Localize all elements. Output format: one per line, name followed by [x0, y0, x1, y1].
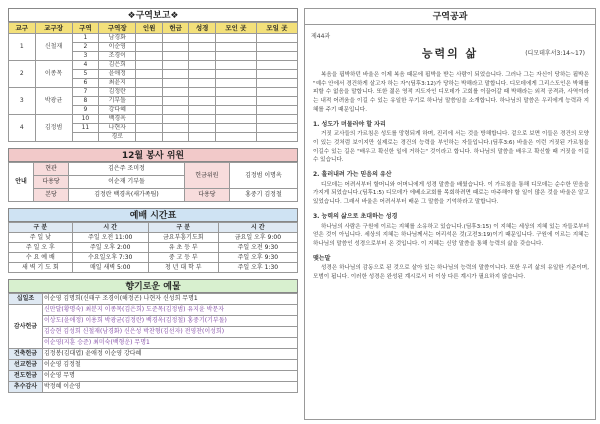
- district-number-cell: 5: [72, 70, 99, 79]
- district-leader-cell: 경로: [99, 133, 136, 142]
- district-empty-cell: [162, 124, 189, 133]
- district-empty-cell: [256, 52, 297, 61]
- sermon-panel: [304, 8, 596, 420]
- sermon-heading: 2. 흘러내려 가는 믿음의 유산: [313, 171, 392, 179]
- district-header-cell: 모일 곳: [256, 23, 297, 34]
- offering-category: 감사헌금: [9, 305, 43, 349]
- district-report-table: [8, 22, 298, 142]
- volunteer-table: [8, 162, 298, 202]
- district-empty-cell: [256, 70, 297, 79]
- district-empty-cell: [136, 61, 163, 70]
- gyogu-cell: 2: [9, 61, 36, 88]
- worship-cell: 중 고 등 부: [148, 253, 218, 263]
- volunteer-cell: 다용당: [34, 176, 69, 189]
- district-empty-cell: [215, 124, 256, 133]
- worship-cell: 금요부흥기도회: [148, 233, 218, 243]
- worship-row: [9, 233, 298, 243]
- offering-names: 박정혜 이순영: [43, 382, 298, 393]
- district-empty-cell: [215, 97, 256, 106]
- district-number-cell: 10: [72, 115, 99, 124]
- sermon-body: [313, 71, 589, 288]
- district-empty-cell: [136, 79, 163, 88]
- district-empty-cell: [189, 70, 216, 79]
- district-empty-cell: [189, 124, 216, 133]
- offering-row: [9, 327, 298, 338]
- district-header-cell: 구역: [72, 23, 99, 34]
- district-empty-cell: [256, 34, 297, 43]
- district-empty-cell: [162, 88, 189, 97]
- worship-cell: 주일 오전 11:00: [72, 233, 148, 243]
- district-number-cell: 6: [72, 79, 99, 88]
- district-report-title: ❖구역보고❖: [8, 8, 298, 22]
- offering-names: 김승현 김성희 신철재(남경화) 신은성 박찬형(김선자) 전영찬(이성희): [43, 327, 298, 338]
- district-empty-cell: [215, 52, 256, 61]
- offering-row: [9, 316, 298, 327]
- district-empty-cell: [136, 106, 163, 115]
- offering-row: [9, 371, 298, 382]
- district-empty-cell: [136, 133, 163, 142]
- district-empty-cell: [189, 34, 216, 43]
- worship-cell: 금요일 오후 9:00: [218, 233, 297, 243]
- district-empty-cell: [256, 124, 297, 133]
- district-empty-cell: [189, 97, 216, 106]
- worship-cell: 매일 새벽 5:00: [72, 263, 148, 273]
- gyogu-leader-cell: 박광균: [35, 88, 72, 115]
- worship-header-cell: 구 분: [148, 223, 218, 233]
- sermon-paragraph: 거짓 교사들의 가르침은 성도를 망령되게 하며, 진리에 서는 것을 방해합니다. 겉으로 보면 이들은 경건의 모양이 있는 것처럼 보이지만 실제로는 경건의 능력을 부인하는 자들입니다.(딤후3:6) 바울은 이런 거짓된 가르침을 이길수 있는 길은 "배우고 확신한 일에 거하는" 것이라고 합니다. 하나님의 말씀을 배우고 확신할 때 거짓을 이길 수 있습니다.: [313, 131, 589, 164]
- district-empty-cell: [189, 133, 216, 142]
- volunteer-cell: 홍중기 김정철: [229, 189, 297, 202]
- sermon-paragraph: 디모데는 어려서부터 할머니와 어머니에게 성경 말씀을 배웠습니다. 이 가르침을 통해 디모데는 순수한 믿음을 가지게 되었습니다.(딤후1:5) 디모데가 에베소교회를 목회하려면 때로는 마주해야 할 일이 많은 것을 바울은 알고 있었습니다. 그래서 바울은 어려서부터 배운 그 말씀을 기억하라고 말합니다.: [313, 181, 589, 206]
- offering-section: [8, 279, 298, 393]
- district-header-cell: 모인 곳: [215, 23, 256, 34]
- volunteer-section: [8, 148, 298, 202]
- district-empty-cell: [256, 133, 297, 142]
- district-empty-cell: [215, 79, 256, 88]
- district-empty-cell: [215, 115, 256, 124]
- district-leader-cell: 기부돌: [99, 97, 136, 106]
- sermon-paragraph: 성경은 하나님의 감동으로 된 것으로 살아 있는 하나님의 능력의 말씀이니다. 또한 우리 삶의 유일한 기준이며, 모범이 됩니다. 이러한 성경은 완성된 계시로서 더 이상 다른 계시가 필요하지 않습니다.: [313, 265, 589, 281]
- district-leader-cell: 이순영: [99, 43, 136, 52]
- district-empty-cell: [256, 97, 297, 106]
- worship-cell: 유 초 등 부: [148, 243, 218, 253]
- district-empty-cell: [189, 88, 216, 97]
- district-header-cell: 성경: [189, 23, 216, 34]
- district-leader-cell: 남경화: [99, 34, 136, 43]
- district-leader-cell: 강다혜: [99, 106, 136, 115]
- worship-section: [8, 208, 298, 273]
- worship-header-cell: 시 간: [72, 223, 148, 233]
- district-empty-cell: [136, 52, 163, 61]
- volunteer-cell: 헌금위원: [184, 163, 229, 189]
- volunteer-cell: 김은주 조미정: [69, 163, 185, 176]
- sermon-heading: 3. 능력의 삶으로 초대하는 성경: [313, 212, 398, 220]
- district-empty-cell: [162, 34, 189, 43]
- district-empty-cell: [162, 70, 189, 79]
- offering-category: 건축헌금: [9, 349, 43, 360]
- district-leader-cell: 최윤지: [99, 79, 136, 88]
- district-empty-cell: [136, 124, 163, 133]
- district-row: [9, 115, 298, 124]
- district-empty-cell: [162, 97, 189, 106]
- offering-category: 십일조: [9, 294, 43, 305]
- worship-cell: 주 일 오 후: [9, 243, 73, 253]
- volunteer-cell: 다용당: [184, 189, 229, 202]
- district-empty-cell: [136, 88, 163, 97]
- district-leader-cell: 김은희: [99, 61, 136, 70]
- district-number-cell: 4: [72, 61, 99, 70]
- offering-names: 이순영(지훈 승준) 최미숙(백형운) 무명1: [43, 338, 298, 349]
- volunteer-cell: 이순재 기부돌: [69, 176, 185, 189]
- district-empty-cell: [215, 70, 256, 79]
- worship-row: [9, 243, 298, 253]
- worship-cell: 주 일 낮: [9, 233, 73, 243]
- district-number-cell: 8: [72, 97, 99, 106]
- district-empty-cell: [256, 43, 297, 52]
- offering-names: 이순영 김정철: [43, 360, 298, 371]
- district-header-cell: 구역장: [99, 23, 136, 34]
- worship-table: [8, 222, 298, 273]
- worship-title: 예배 시간표: [8, 208, 298, 222]
- offering-row: [9, 360, 298, 371]
- lesson-number: 제44과: [311, 33, 331, 40]
- sermon-heading: 1. 성도가 머물러야 할 자리: [313, 120, 386, 128]
- offering-names: 신만달(황명숙) 최분지 이종목(김은희) 도준목(김정범) 유지윤 박문자: [43, 305, 298, 316]
- worship-cell: 주일 오후 2:00: [72, 243, 148, 253]
- district-empty-cell: [256, 79, 297, 88]
- offering-row: [9, 382, 298, 393]
- worship-cell: 청 년 대 학 부: [148, 263, 218, 273]
- district-number-cell: 2: [72, 43, 99, 52]
- district-empty-cell: [189, 61, 216, 70]
- offering-names: 이순영 김명희(신태구 조경이(해정곤) 나현자 신성희 무명1: [43, 294, 298, 305]
- district-empty-cell: [162, 115, 189, 124]
- district-empty-cell: [256, 115, 297, 124]
- offering-row: [9, 349, 298, 360]
- district-empty-cell: [136, 43, 163, 52]
- offering-category: 추수감사: [9, 382, 43, 393]
- offering-category: 선교헌금: [9, 360, 43, 371]
- district-empty-cell: [256, 106, 297, 115]
- worship-cell: 주일 오후 1:30: [218, 263, 297, 273]
- district-empty-cell: [136, 34, 163, 43]
- district-number-cell: 3: [72, 52, 99, 61]
- offering-row: [9, 305, 298, 316]
- volunteer-cell: 김정란 백경옥(새가족팀): [69, 189, 185, 202]
- gyogu-cell: 4: [9, 115, 36, 142]
- gyogu-cell: 3: [9, 88, 36, 115]
- offering-category: 전도헌금: [9, 371, 43, 382]
- district-empty-cell: [136, 115, 163, 124]
- volunteer-row: [9, 189, 298, 202]
- volunteer-row: [9, 163, 298, 176]
- district-empty-cell: [256, 61, 297, 70]
- district-number-cell: 11: [72, 124, 99, 133]
- district-empty-cell: [189, 43, 216, 52]
- district-empty-cell: [136, 97, 163, 106]
- worship-cell: 수 요 예 배: [9, 253, 73, 263]
- district-header-cell: 헌금: [162, 23, 189, 34]
- district-leader-cell: 나현자: [99, 124, 136, 133]
- district-leader-cell: 김정란: [99, 88, 136, 97]
- offering-row: [9, 294, 298, 305]
- diamond-icon: ❖: [170, 11, 179, 21]
- sermon-heading: 맺는말: [313, 254, 331, 262]
- district-header-cell: 교구: [9, 23, 36, 34]
- district-empty-cell: [189, 52, 216, 61]
- left-column: [8, 8, 298, 420]
- district-row: [9, 88, 298, 97]
- district-empty-cell: [256, 88, 297, 97]
- scripture-reference: (디모데후서3:14~17): [525, 50, 585, 57]
- district-empty-cell: [162, 133, 189, 142]
- gyogu-leader-cell: 이종목: [35, 61, 72, 88]
- district-number-cell: [72, 133, 99, 142]
- worship-row: [9, 253, 298, 263]
- volunteer-title: 12월 봉사 위원: [8, 148, 298, 162]
- district-empty-cell: [215, 88, 256, 97]
- district-header-row: [9, 23, 298, 34]
- sermon-title: 능력의 삶: [421, 47, 479, 60]
- sermon-intro: 복음을 핍박하던 바울은 이제 복음 때문에 핍박을 받는 사람이 되었습니다. 그러나 그는 자신이 당하는 핍박은 "예수 안에서 경건하게 살고자 하는 자"(딤후3:12)가 당하는 박해라고 말합니다. 디모데에게 그리스도인은 박해를 피할 수 없음을 말합니다. 또한 젊은 영적 지도자인 디모데가 고회를 이끌어갈 때 박해라는 외적 공격과, 사역이라는 내적 어려움을 이길 수 있는 유일한 무기로 하나님 말씀임을 소개합니다. 하나님의 말씀은 우리에게 능력과 지혜를 주기 때문입니다.: [313, 72, 589, 113]
- gyogu-cell: 1: [9, 34, 36, 61]
- worship-header-cell: 구 분: [9, 223, 73, 233]
- district-empty-cell: [162, 79, 189, 88]
- district-empty-cell: [215, 106, 256, 115]
- worship-cell: 수요일오후 7:30: [72, 253, 148, 263]
- offering-names: 이상도(윤애정) 이용희 박광균(김정란) 백경옥(김정철) 홍중기(기부돌): [43, 316, 298, 327]
- offering-names: 이순영 무명: [43, 371, 298, 382]
- offering-table: [8, 293, 298, 393]
- district-empty-cell: [215, 133, 256, 142]
- worship-cell: 주일 오전 9:30: [218, 243, 297, 253]
- district-empty-cell: [162, 43, 189, 52]
- district-empty-cell: [189, 106, 216, 115]
- volunteer-cell: 본당: [34, 189, 69, 202]
- sermon-paragraph: 하나님의 사람은 구원에 이르는 지혜를 소유하고 있습니다.(딤후3:15) 이 지혜는 세상의 지혜 있는 자들로부터 얻은 것이 아닙니다. 세상의 지혜는 하나님께서는 어리석은 것(고전3:19)이기 때문입니다. 구원에 이르는 지혜는 하나님의 말씀인 성경으로부터 온 것입니다. 이 지혜는 신앙 말씀을 통해 능력의 삶을 갖습니다.: [313, 223, 589, 247]
- worship-header-cell: 시 간: [218, 223, 297, 233]
- worship-cell: 새 벽 기 도 회: [9, 263, 73, 273]
- offering-names: 김정봉(김대엽) 윤애정 이순영 강다혜: [43, 349, 298, 360]
- worship-header-row: [9, 223, 298, 233]
- district-empty-cell: [189, 79, 216, 88]
- district-header-cell: 인원: [136, 23, 163, 34]
- gyogu-leader-cell: 김정범: [35, 115, 72, 142]
- district-number-cell: 7: [72, 88, 99, 97]
- worship-row: [9, 263, 298, 273]
- district-row: [9, 34, 298, 43]
- volunteer-cell: 김정범 이명옥: [229, 163, 297, 189]
- offering-row: [9, 338, 298, 349]
- district-empty-cell: [162, 61, 189, 70]
- diamond-icon: ❖: [127, 11, 136, 21]
- worship-cell: 주일 오후 9:30: [218, 253, 297, 263]
- district-leader-cell: 윤애정: [99, 70, 136, 79]
- district-number-cell: 1: [72, 34, 99, 43]
- district-number-cell: 9: [72, 106, 99, 115]
- gyogu-leader-cell: 신철재: [35, 34, 72, 61]
- district-empty-cell: [215, 43, 256, 52]
- district-empty-cell: [162, 106, 189, 115]
- district-row: [9, 61, 298, 70]
- sermon-section-title: 구역공과: [305, 9, 595, 25]
- district-leader-cell: 백경옥: [99, 115, 136, 124]
- volunteer-label: 안내: [9, 163, 34, 202]
- district-empty-cell: [162, 52, 189, 61]
- district-empty-cell: [189, 115, 216, 124]
- district-empty-cell: [136, 70, 163, 79]
- offering-title: 향기로운 예물: [8, 279, 298, 293]
- district-empty-cell: [215, 61, 256, 70]
- district-header-cell: 교구장: [35, 23, 72, 34]
- volunteer-cell: 현관: [34, 163, 69, 176]
- district-leader-cell: 조경이: [99, 52, 136, 61]
- district-empty-cell: [215, 34, 256, 43]
